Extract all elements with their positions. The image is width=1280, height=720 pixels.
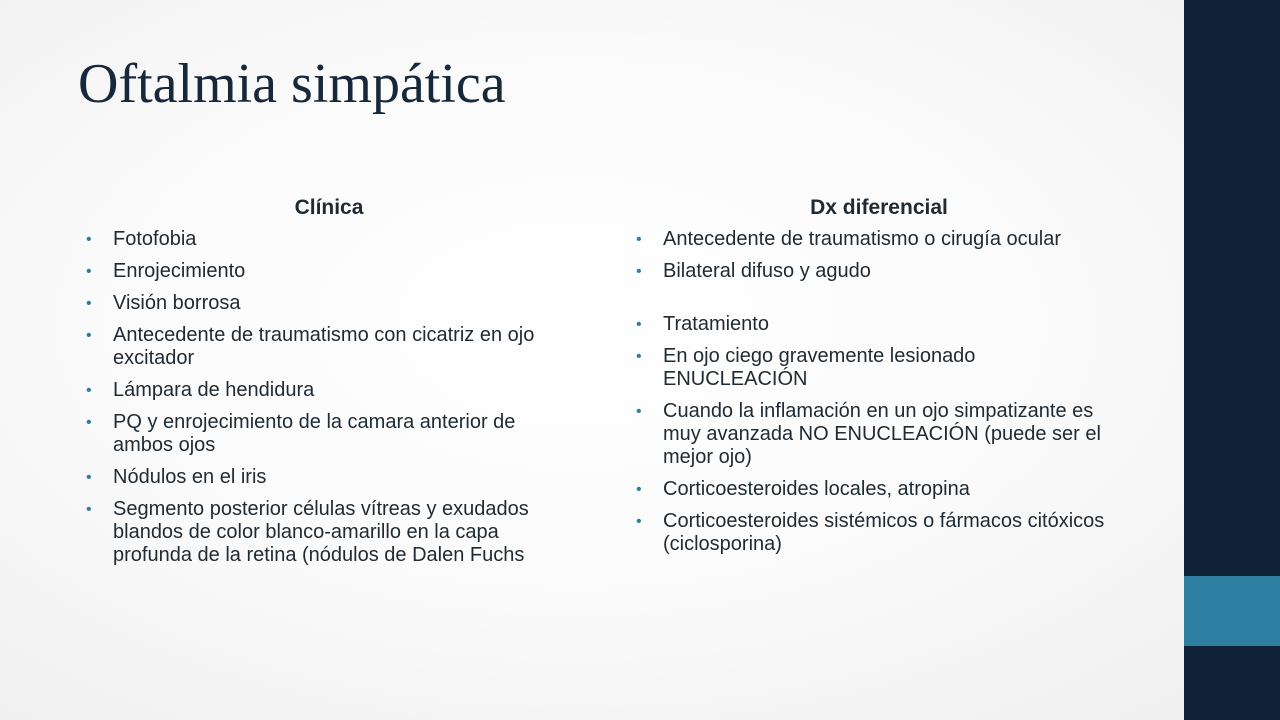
bullet-icon: • — [86, 263, 92, 280]
list-item-text: Corticoesteroides locales, atropina — [663, 478, 970, 500]
bullet-icon: • — [86, 501, 92, 518]
list-item — [84, 260, 574, 283]
list-item-text: Visión borrosa — [113, 292, 241, 314]
list-item-text: En ojo ciego gravemente lesionado ENUCLEACIÓN — [663, 345, 976, 390]
list-item — [84, 379, 574, 402]
bullet-icon: • — [86, 382, 92, 399]
slide-title: Oftalmia simpática — [78, 53, 506, 115]
clinica-list — [84, 228, 574, 567]
bullet-icon: • — [636, 348, 642, 365]
list-item — [634, 345, 1124, 391]
bullet-icon: • — [86, 414, 92, 431]
list-item — [634, 510, 1124, 556]
list-item — [634, 478, 1124, 501]
list-item — [634, 313, 1124, 336]
list-item — [84, 411, 574, 457]
list-item — [84, 466, 574, 489]
dx-diferencial-list — [634, 228, 1124, 556]
list-item-text: Antecedente de traumatismo o cirugía ocular — [663, 228, 1061, 250]
bullet-icon: • — [636, 231, 642, 248]
dx-diferencial-column — [634, 194, 1124, 565]
list-item — [84, 228, 574, 251]
list-item — [634, 260, 1124, 283]
bullet-icon: • — [86, 327, 92, 344]
list-item-text: Corticoesteroides sistémicos o fármacos citóxicos (ciclosporina) — [663, 510, 1105, 555]
list-item-text: Enrojecimiento — [113, 260, 246, 282]
list-item-text: Antecedente de traumatismo con cicatriz en ojo excitador — [113, 324, 535, 369]
list-item-text: Cuando la inflamación en un ojo simpatizante es muy avanzada NO ENUCLEACIÓN (puede ser el mejor ojo) — [663, 400, 1101, 468]
list-item-text: Fotofobia — [113, 228, 197, 250]
dx-diferencial-heading: Dx diferencial — [810, 196, 948, 219]
list-item-text: Nódulos en el iris — [113, 466, 267, 488]
list-item-text: Lámpara de hendidura — [113, 379, 315, 401]
list-item — [84, 498, 574, 567]
bullet-icon: • — [86, 469, 92, 486]
bullet-icon: • — [86, 231, 92, 248]
sidebar-accent-block — [1184, 576, 1280, 646]
list-item-text: PQ y enrojecimiento de la camara anterior de ambos ojos — [113, 411, 516, 456]
bullet-icon: • — [86, 295, 92, 312]
list-item-text: Tratamiento — [663, 313, 769, 335]
bullet-icon: • — [636, 263, 642, 280]
list-item — [84, 292, 574, 315]
bullet-icon: • — [636, 316, 642, 333]
bullet-icon: • — [636, 481, 642, 498]
bullet-icon: • — [636, 513, 642, 530]
list-item — [634, 228, 1124, 251]
bullet-icon: • — [636, 403, 642, 420]
list-item — [634, 400, 1124, 469]
clinica-heading: Clínica — [294, 196, 364, 219]
list-item — [84, 324, 574, 370]
list-item-text: Segmento posterior células vítreas y exudados blandos de color blanco-amarillo en la capa profunda de la retina (nódulos de Dalen Fuchs — [113, 498, 529, 566]
list-item-text: Bilateral difuso y agudo — [663, 260, 871, 282]
clinica-column — [84, 194, 574, 576]
